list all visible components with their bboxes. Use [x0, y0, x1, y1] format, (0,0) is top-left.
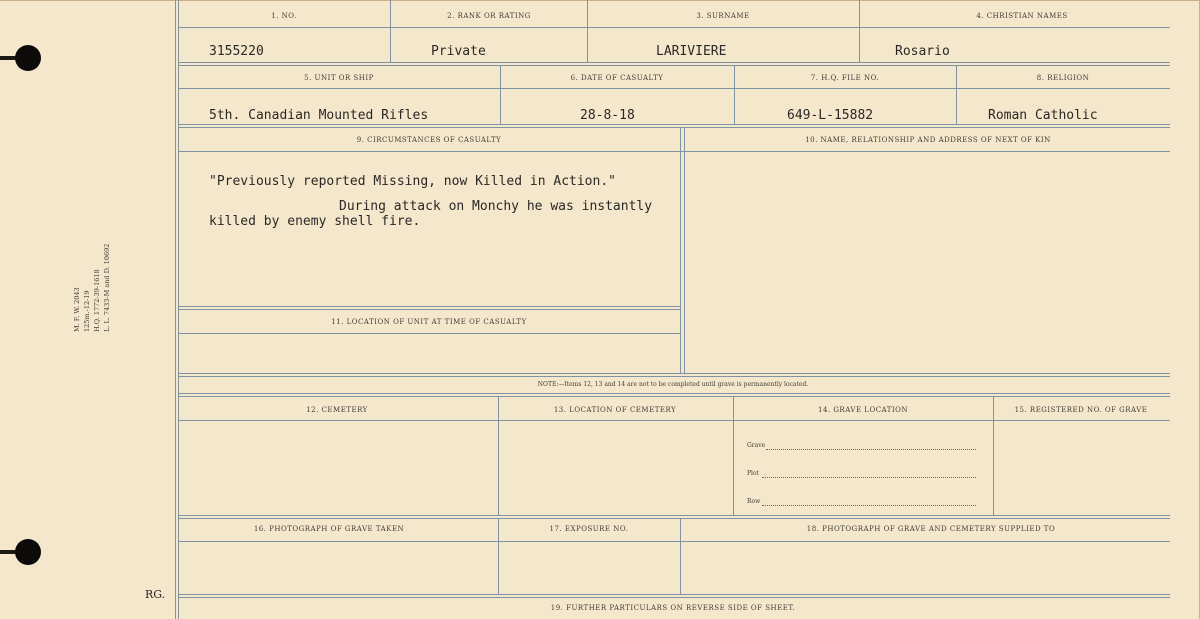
- label-religion: 8. RELIGION: [1036, 74, 1090, 82]
- divider: [680, 518, 681, 594]
- value-file-no: 649-L-15882: [787, 108, 874, 123]
- label-location-unit: 11. LOCATION OF UNIT AT TIME OF CASUALTY: [331, 318, 527, 326]
- label-plot: Plot: [747, 470, 759, 477]
- label-circumstances: 9. CIRCUMSTANCES OF CASUALTY: [356, 136, 502, 144]
- value-date: 28-8-18: [580, 108, 635, 123]
- rule: [178, 27, 1170, 28]
- rule: [178, 420, 1170, 421]
- value-rank: Private: [431, 44, 486, 59]
- label-photo-supplied: 18. PHOTOGRAPH OF GRAVE AND CEMETERY SUPPLIED TO: [806, 525, 1056, 533]
- value-unit: 5th. Canadian Mounted Rifles: [209, 108, 429, 123]
- form-code-line: 125m.-12-19: [83, 290, 91, 332]
- circumstances-line-2: During attack on Monchy he was instantly: [339, 199, 653, 214]
- label-unit: 5. UNIT OR SHIP: [304, 74, 374, 82]
- value-no: 3155220: [209, 44, 264, 59]
- divider: [587, 0, 588, 62]
- punch-hole-stub-top: [0, 56, 16, 60]
- label-grave-location: 14. GRAVE LOCATION: [817, 406, 909, 414]
- value-christian-names: Rosario: [895, 44, 950, 59]
- form-code-line: L. L. 7433-M and D. 10692: [103, 243, 111, 332]
- rule: [178, 515, 1170, 516]
- divider: [859, 0, 860, 62]
- label-grave: Grave: [747, 442, 766, 449]
- rule: [178, 376, 1170, 377]
- value-religion: Roman Catholic: [988, 108, 1098, 123]
- label-date: 6. DATE OF CASUALTY: [570, 74, 664, 82]
- punch-hole-top: [15, 45, 41, 71]
- rule: [178, 62, 1170, 63]
- rule: [178, 124, 1170, 125]
- label-surname: 3. SURNAME: [696, 12, 750, 20]
- punch-hole-stub-bottom: [0, 550, 16, 554]
- divider: [390, 0, 391, 62]
- divider: [734, 65, 735, 124]
- label-next-of-kin: 10. NAME, RELATIONSHIP AND ADDRESS OF NEXT OF KIN: [805, 136, 1051, 144]
- rule: [178, 373, 1170, 374]
- rule: [178, 88, 1170, 89]
- rule: [178, 333, 680, 334]
- label-file-no: 7. H.Q. FILE NO.: [810, 74, 880, 82]
- label-rank: 2. RANK OR RATING: [447, 12, 531, 20]
- rule: [178, 393, 1170, 394]
- divider: [500, 65, 501, 124]
- circumstances-line-1: "Previously reported Missing, now Killed in Action.": [209, 174, 616, 189]
- form-code-line: H.Q. 1772-39-1618: [93, 269, 101, 332]
- punch-hole-bottom: [15, 539, 41, 565]
- value-surname: LARIVIERE: [656, 44, 727, 59]
- plot-dotted-line: [762, 477, 976, 478]
- rule: [178, 396, 1170, 397]
- frame-left-line: [175, 0, 176, 619]
- label-photo-taken: 16. PHOTOGRAPH OF GRAVE TAKEN: [253, 525, 405, 533]
- footer-mark: RG.: [145, 588, 166, 601]
- row-dotted-line: [762, 505, 976, 506]
- label-location-cemetery: 13. LOCATION OF CEMETERY: [553, 406, 677, 414]
- rule: [178, 65, 1170, 66]
- divider: [498, 396, 499, 515]
- rule: [178, 594, 1170, 595]
- rule: [178, 597, 1170, 598]
- rule: [178, 518, 1170, 519]
- divider: [680, 127, 681, 373]
- rule: [178, 309, 680, 310]
- rule: [178, 151, 1170, 152]
- rule: [178, 541, 1170, 542]
- label-cemetery: 12. CEMETERY: [306, 406, 368, 414]
- divider: [956, 65, 957, 124]
- circumstances-line-3: killed by enemy shell fire.: [209, 214, 421, 229]
- form-code: [72, 244, 112, 332]
- divider: [993, 396, 994, 515]
- label-further-particulars: 19. FURTHER PARTICULARS ON REVERSE SIDE OF SHEET.: [550, 604, 796, 612]
- grave-dotted-line: [766, 449, 976, 450]
- rule: [178, 306, 680, 307]
- label-registered-no: 15. REGISTERED NO. OF GRAVE: [1014, 406, 1148, 414]
- label-exposure: 17. EXPOSURE NO.: [549, 525, 629, 533]
- divider: [684, 127, 685, 373]
- label-row: Row: [747, 498, 761, 505]
- label-christian-names: 4. CHRISTIAN NAMES: [976, 12, 1068, 20]
- divider: [498, 518, 499, 594]
- rule: [178, 127, 1170, 128]
- label-no: 1. NO.: [271, 12, 297, 20]
- note-text: NOTE:—Items 12, 13 and 14 are not to be completed until grave is permanently located.: [537, 381, 809, 388]
- form-code-line: M. F. W. 2043: [73, 287, 81, 332]
- divider: [733, 396, 734, 515]
